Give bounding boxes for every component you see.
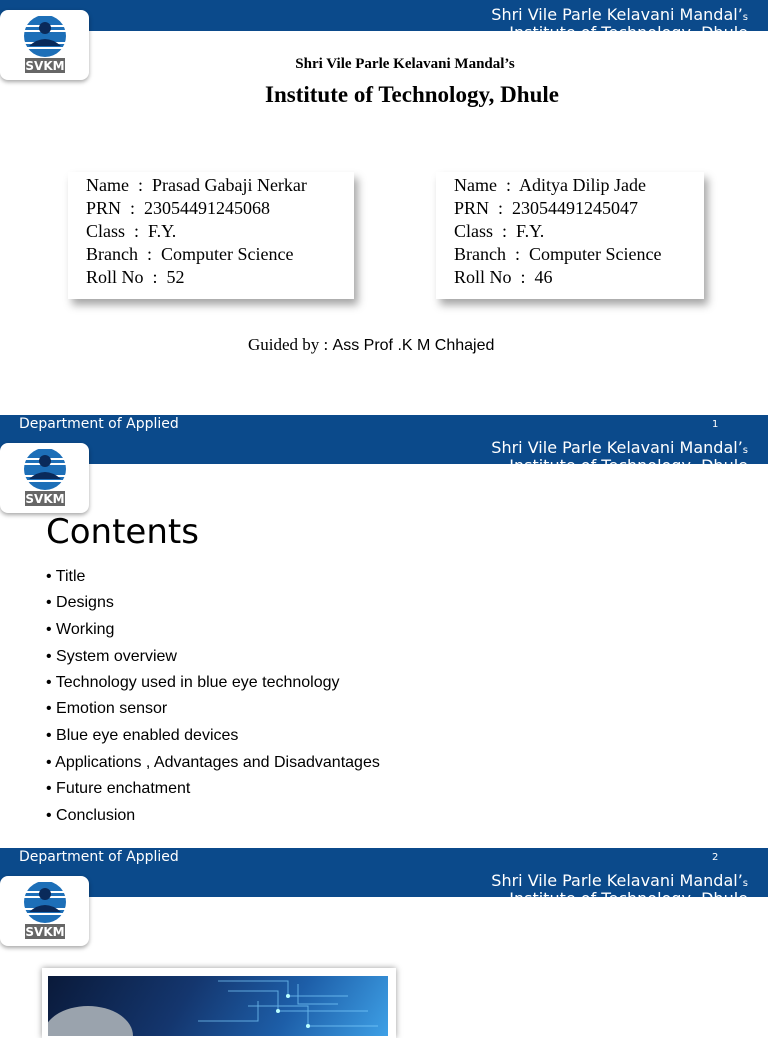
- header-bar: [0, 0, 768, 42]
- contents-title: Contents: [46, 512, 199, 552]
- student-branch: Branch : Computer Science: [86, 244, 294, 264]
- header-bar: [0, 433, 768, 475]
- list-item: • Future enchatment: [46, 780, 191, 797]
- svg-text:SVKM: SVKM: [25, 492, 65, 506]
- student-class: Class : F.Y.: [454, 221, 545, 241]
- list-item: • Emotion sensor: [46, 700, 168, 717]
- list-item: • Blue eye enabled devices: [46, 727, 239, 744]
- blue-eye-image: [48, 976, 388, 1036]
- student-branch: Branch : Computer Science: [454, 244, 662, 264]
- header-institution-line2: Institute of Technology, Dhule: [509, 889, 748, 908]
- header-bar: [0, 866, 768, 908]
- svg-text:SVKM: SVKM: [25, 59, 65, 73]
- student-prn: PRN : 23054491245047: [454, 198, 639, 218]
- student-roll: Roll No : 52: [86, 267, 185, 287]
- slide1-title: Institute of Technology, Dhule: [265, 82, 559, 107]
- header-institution-line2: Institute of Technology, Dhule: [509, 23, 748, 42]
- footer-bar: [0, 415, 768, 433]
- header-institution-line1: Shri Vile Parle Kelavani Mandal’s: [491, 438, 748, 457]
- header-institution-line1: Shri Vile Parle Kelavani Mandal’s: [491, 871, 748, 890]
- list-item: • Technology used in blue eye technology: [46, 674, 340, 691]
- footer-department: Department of Applied: [19, 416, 179, 432]
- page-number: 2: [712, 852, 719, 863]
- guided-by: Guided by : Ass Prof .K M Chhajed: [248, 335, 495, 354]
- list-item: • Title: [46, 568, 86, 585]
- page-number: 1: [712, 419, 719, 430]
- student-prn: PRN : 23054491245068: [86, 198, 271, 218]
- slide-2: [0, 433, 768, 866]
- list-item: • Conclusion: [46, 807, 136, 824]
- header-institution-line2: Institute of Technology, Dhule: [509, 456, 748, 475]
- student-card-2: [436, 172, 704, 299]
- slide-1: [0, 0, 768, 433]
- header-institution-line1: Shri Vile Parle Kelavani Mandal’s: [491, 5, 748, 24]
- svkm-logo: [0, 876, 89, 946]
- list-item: • Applications , Advantages and Disadvantages: [46, 754, 380, 771]
- list-item: • Designs: [46, 594, 114, 611]
- footer-department: Department of Applied: [19, 849, 179, 865]
- student-class: Class : F.Y.: [86, 221, 177, 241]
- svg-text:SVKM: SVKM: [25, 925, 65, 939]
- student-name: Name : Prasad Gabaji Nerkar: [86, 175, 307, 195]
- footer-bar: [0, 848, 768, 866]
- list-item: • Working: [46, 621, 115, 638]
- student-name: Name : Aditya Dilip Jade: [454, 175, 646, 195]
- slide1-subtitle: Shri Vile Parle Kelavani Mandal’s: [295, 56, 515, 72]
- student-card-1: [68, 172, 354, 299]
- student-roll: Roll No : 46: [454, 267, 553, 287]
- list-item: • System overview: [46, 648, 177, 665]
- svkm-logo: [0, 443, 89, 513]
